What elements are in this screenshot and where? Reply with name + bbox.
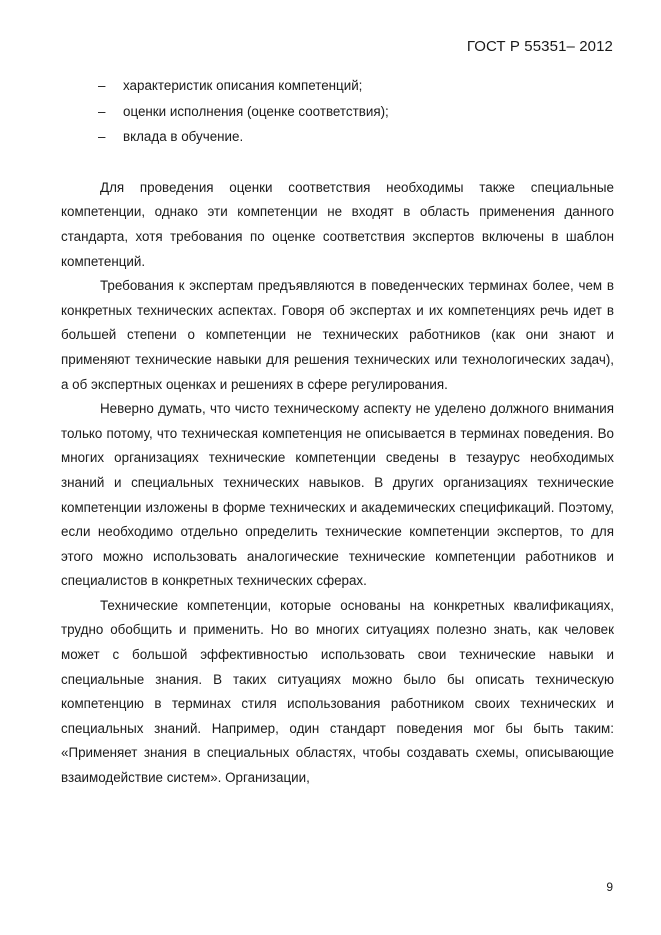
list-item	[61, 100, 614, 125]
paragraph-conformity-competencies: Для проведения оценки соответствия необходимы также специальные компетенции, однако эти компетенции не входят в область применения данного стандарта, хотя требования по оценке соответствия экспертов включены в шаблон компетенций.	[61, 179, 614, 269]
list-dash: –	[98, 103, 106, 119]
list-item-text: вклада в обучение.	[123, 129, 244, 145]
paragraph-expert-requirements: Требования к экспертам предъявляются в поведенческих терминах более, чем в конкретных технических аспектах. Говоря об экспертах и их компетенциях речь идет в большей степени о компетенции не технических работников (как они знают и применяют технические навыки для решения технических или технологических задач), а об экспертных оценках и решениях в сфере регулирования.	[61, 278, 614, 392]
list-item-text: оценки исполнения (оценке соответствия);	[123, 103, 389, 119]
paragraph-technical-aspect: Неверно думать, что чисто техническому аспекту не уделено должного внимания только потому, что техническая компетенция не описывается в терминах поведения. Во многих организациях технические компетенции сведены в тезаурус необходимых знаний и специальных технических навыков. В других организациях технические компетенции изложены в форме технических и академических спецификаций. Поэтому, если необходимо отдельно определить технические компетенции экспертов, то для этого можно использовать аналогические технические компетенции работников и специалистов в конкретных технических сферах.	[61, 401, 614, 589]
document-header: ГОСТ Р 55351– 2012	[466, 38, 613, 55]
list-item-text: характеристик описания компетенций;	[123, 78, 363, 93]
page-number: 9	[606, 880, 613, 894]
paragraph-technical-competencies: Технические компетенции, которые основаны на конкретных квалификациях, трудно обобщить и применить. Но во многих ситуациях полезно знать, как человек может с большой эффективностью использовать свои технические навыки и специальные знания. В таких ситуациях можно было бы описать техническую компетенцию в терминах стиля использования работником своих технических и специальных знаний. Например, один стандарт поведения мог бы быть таким: «Применяет знания в специальных областях, чтобы создавать схемы, описывающие взаимодействие систем». Организации,	[61, 597, 614, 786]
spacer	[61, 151, 614, 176]
page-body	[61, 74, 614, 791]
list-item	[61, 74, 614, 99]
list-item	[61, 125, 614, 150]
list-dash: –	[98, 129, 106, 145]
list-dash: –	[98, 78, 106, 93]
dash-list	[61, 74, 614, 150]
